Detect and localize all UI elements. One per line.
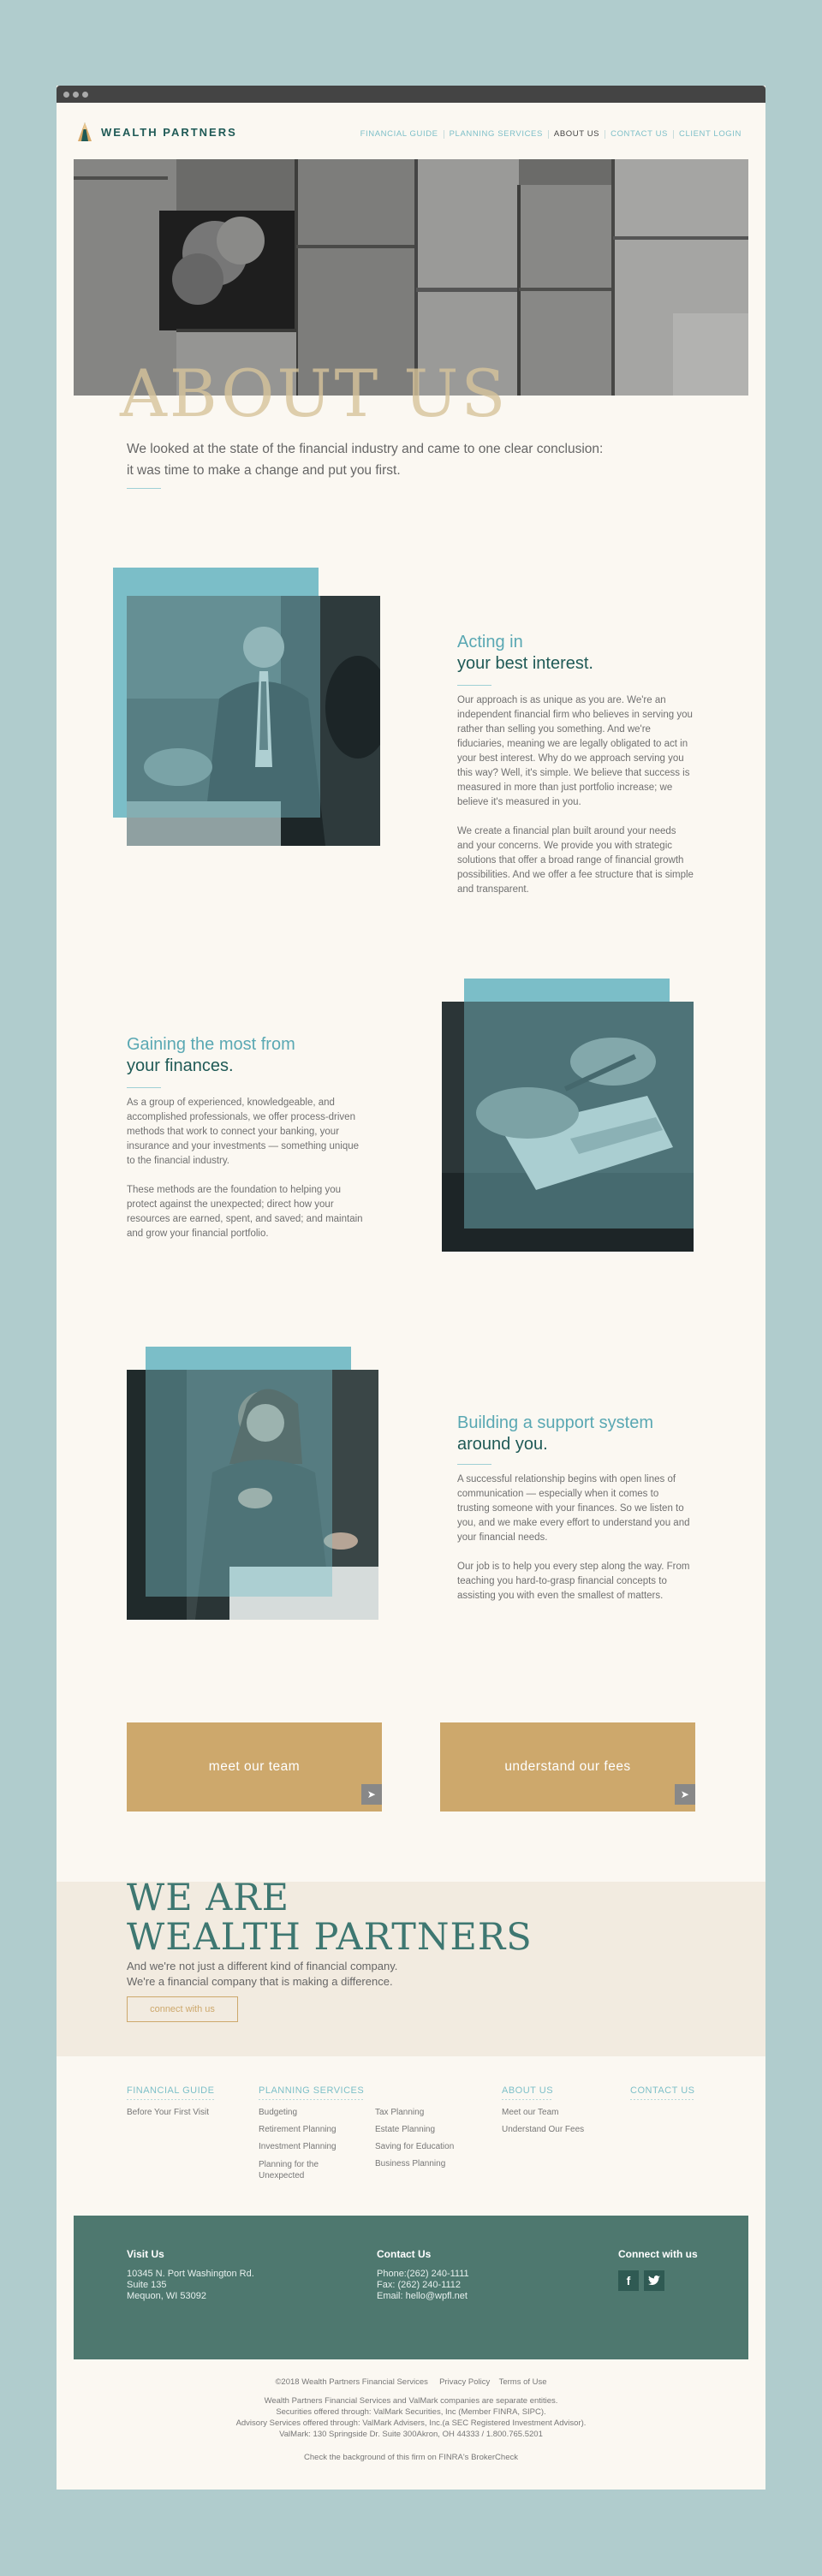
band-title-line2: WEALTH PARTNERS bbox=[127, 1916, 533, 1959]
facebook-icon[interactable]: f bbox=[618, 2270, 639, 2291]
paragraph: These methods are the foundation to helping you protect against the unexpected; direct how your resources are earned, spent, and saved; and maintain and grow your financial portfolio. bbox=[127, 1185, 363, 1239]
understand-fees-button[interactable] bbox=[440, 1722, 695, 1812]
address-line: Suite 135 bbox=[127, 2280, 167, 2290]
twitter-icon[interactable] bbox=[644, 2270, 664, 2291]
window-dot-icon bbox=[73, 92, 79, 98]
logo[interactable] bbox=[77, 121, 237, 143]
privacy-policy-link[interactable]: Privacy Policy bbox=[439, 2377, 491, 2387]
footer-link-line: Planning for the bbox=[259, 2160, 319, 2169]
accent-rule bbox=[457, 685, 491, 686]
phone[interactable]: Phone:(262) 240-1111 bbox=[377, 2269, 469, 2279]
documents-review-photo bbox=[442, 1002, 694, 1252]
advisor-meeting-photo bbox=[127, 596, 380, 846]
disclosure-line: ValMark: 130 Springside Dr. Suite 300Akron, OH 44333 / 1.800.765.5201 bbox=[279, 2430, 543, 2439]
logo-mountain-icon bbox=[77, 121, 92, 143]
footer-planning-services-heading[interactable]: PLANNING SERVICES bbox=[259, 2085, 365, 2096]
legal-links bbox=[57, 2377, 765, 2388]
band-line: And we're not just a different kind of financial company. bbox=[127, 1960, 398, 1972]
section-heading-line2: around you. bbox=[457, 1435, 548, 1454]
terms-link[interactable]: Terms of Use bbox=[498, 2377, 547, 2387]
address-line: 10345 N. Port Washington Rd. bbox=[127, 2269, 254, 2279]
twitter-bird-icon bbox=[648, 2276, 660, 2286]
page-title: ABOUT US bbox=[120, 355, 509, 431]
section-heading bbox=[457, 1413, 653, 1455]
section-body bbox=[457, 1472, 694, 1618]
section-heading bbox=[457, 632, 593, 675]
section-heading-line2: your best interest. bbox=[457, 654, 593, 673]
disclosure-line: Advisory Services offered through: ValMark Advisers, Inc.(a SEC Registered Investment Advisor). bbox=[235, 2418, 587, 2428]
fax: Fax: (262) 240-1112 bbox=[377, 2280, 462, 2290]
we-are-band bbox=[57, 1877, 765, 2056]
paragraph: Our job is to help you every step along the way. From teaching you hard-to-grasp financial concepts to assisting you with even the smallest of matters. bbox=[457, 1562, 690, 1601]
accent-rule bbox=[457, 1464, 491, 1465]
nav-about-us[interactable]: ABOUT US bbox=[553, 129, 600, 139]
cta-label: understand our fees bbox=[504, 1759, 631, 1774]
footer-link[interactable]: Saving for Education bbox=[375, 2142, 455, 2151]
contact-details bbox=[377, 2269, 469, 2302]
band-title bbox=[127, 1878, 533, 1957]
footer-link[interactable]: Before Your First Visit bbox=[127, 2108, 209, 2117]
section-heading-line1: Building a support system bbox=[457, 1413, 654, 1432]
contact-block bbox=[74, 2216, 748, 2359]
disclosure-line: Securities offered through: ValMark Securities, Inc (Member FINRA, SIPC). bbox=[276, 2407, 546, 2417]
contact-us-heading: Contact Us bbox=[377, 2248, 432, 2260]
window-dot-icon bbox=[82, 92, 88, 98]
advisor-consultation-photo bbox=[127, 1370, 378, 1620]
footer-link[interactable]: Understand Our Fees bbox=[502, 2125, 585, 2134]
meet-our-team-button[interactable] bbox=[127, 1722, 382, 1812]
arrow-right-icon[interactable]: ➤ bbox=[361, 1784, 382, 1805]
footer-link[interactable] bbox=[259, 2156, 337, 2181]
connect-with-us-button[interactable]: connect with us bbox=[127, 1996, 238, 2022]
browser-frame bbox=[57, 86, 765, 2490]
arrow-right-icon[interactable]: ➤ bbox=[675, 1784, 695, 1805]
main-nav bbox=[355, 129, 747, 139]
footer-link[interactable]: Business Planning bbox=[375, 2159, 446, 2168]
footer-financial-guide-list bbox=[127, 2104, 209, 2121]
band-title-line1: WE ARE bbox=[127, 1877, 290, 1919]
section-heading-line2: your finances. bbox=[127, 1056, 234, 1075]
footer-link[interactable]: Tax Planning bbox=[375, 2108, 425, 2117]
teal-overlay bbox=[464, 1002, 694, 1229]
section-heading bbox=[127, 1034, 295, 1077]
footer-about-list bbox=[502, 2104, 584, 2139]
footer-link[interactable]: Budgeting bbox=[259, 2108, 298, 2117]
copyright: ©2018 Wealth Partners Financial Services bbox=[275, 2377, 428, 2387]
teal-overlay bbox=[127, 596, 320, 818]
footer-contact-us-heading[interactable]: CONTACT US bbox=[630, 2085, 695, 2096]
footer-link[interactable]: Meet our Team bbox=[502, 2108, 559, 2117]
paragraph: Our approach is as unique as you are. We're an independent financial firm who believes in serving you rather than selling you something. And we're fiduciaries, meaning we are legally obligated to act in your best interest. Why do we approach serving you this way? Well, it's simple. We believe that success is measured in more than just portfolio increase; we believe it's measured in you. bbox=[457, 695, 693, 807]
nav-contact-us[interactable]: CONTACT US bbox=[611, 129, 668, 139]
legal-disclosures bbox=[57, 2395, 765, 2440]
teal-overlay bbox=[146, 1370, 332, 1597]
paragraph: We create a financial plan built around your needs and your concerns. We provide you with strategic solutions that offer a broad range of financial growth possibilities. And we offer a fee structure that is simple and transparent. bbox=[457, 826, 694, 895]
visit-us-heading: Visit Us bbox=[127, 2248, 164, 2260]
address-line: Mequon, WI 53092 bbox=[127, 2291, 206, 2301]
section-heading-line1: Gaining the most from bbox=[127, 1035, 295, 1054]
address bbox=[127, 2269, 254, 2302]
window-dot-icon bbox=[63, 92, 69, 98]
nav-client-login[interactable]: CLIENT LOGIN bbox=[678, 129, 742, 139]
site-header bbox=[57, 103, 765, 159]
footer-link[interactable]: Investment Planning bbox=[259, 2142, 337, 2151]
section-heading-line1: Acting in bbox=[457, 633, 523, 651]
browser-chrome bbox=[57, 86, 765, 103]
footer-financial-guide-heading[interactable]: FINANCIAL GUIDE bbox=[127, 2085, 215, 2096]
section-body bbox=[457, 693, 694, 912]
brokercheck-link[interactable]: Check the background of this firm on FINRA's BrokerCheck bbox=[304, 2453, 518, 2462]
accent-rule bbox=[127, 1087, 161, 1088]
brand-name: WEALTH PARTNERS bbox=[101, 125, 237, 139]
accent-rule bbox=[127, 488, 161, 489]
footer-link[interactable]: Estate Planning bbox=[375, 2125, 436, 2134]
footer-planning-list-2 bbox=[375, 2104, 454, 2173]
cta-label: meet our team bbox=[208, 1759, 301, 1774]
email[interactable]: Email: hello@wpfl.net bbox=[377, 2291, 468, 2301]
footer-link[interactable]: Retirement Planning bbox=[259, 2125, 337, 2134]
intro-text: We looked at the state of the financial industry and came to one clear conclusion: it was time to make a change and put you first. bbox=[127, 442, 604, 478]
disclosure-line: Wealth Partners Financial Services and ValMark companies are separate entities. bbox=[264, 2396, 558, 2406]
footer-link-line: Unexpected bbox=[259, 2171, 305, 2180]
band-line: We're a financial company that is making a difference. bbox=[127, 1975, 393, 1988]
section-body bbox=[127, 1096, 363, 1256]
footer-planning-list bbox=[259, 2104, 337, 2181]
band-body bbox=[127, 1959, 397, 1990]
nav-planning-services[interactable]: PLANNING SERVICES bbox=[449, 129, 543, 139]
footer-about-us-heading[interactable]: ABOUT US bbox=[502, 2085, 554, 2096]
nav-financial-guide[interactable]: FINANCIAL GUIDE bbox=[360, 129, 438, 139]
paragraph: A successful relationship begins with open lines of communication — especially when it comes to trusting someone with your finances. So we listen to you, and we make every effort to understand you and your financial needs. bbox=[457, 1474, 690, 1543]
paragraph: As a group of experienced, knowledgeable, and accomplished professionals, we offer process-driven methods that work to connect your banking, your insurance and your investments — something unique to the financial industry. bbox=[127, 1098, 360, 1166]
connect-heading: Connect with us bbox=[618, 2248, 698, 2260]
